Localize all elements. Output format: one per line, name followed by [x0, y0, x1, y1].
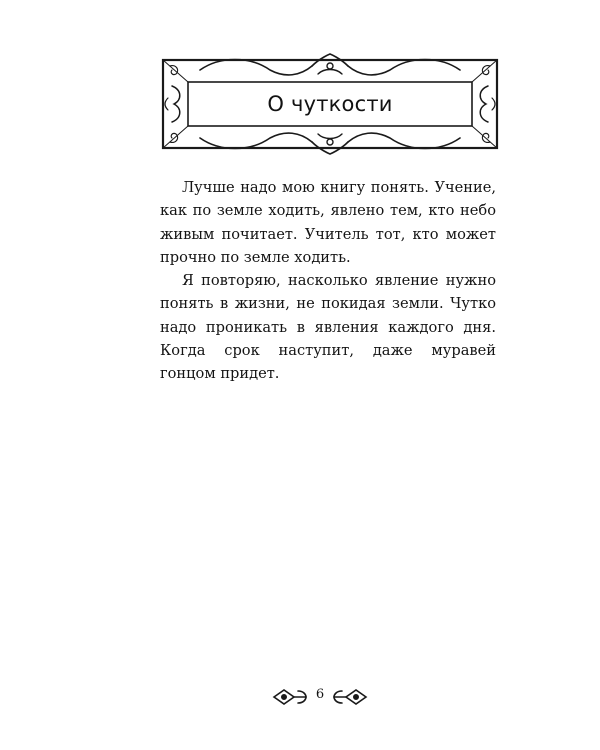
paragraph: Лучше надо мою книгу понять. Учение, как по земле ходить, явлено тем, кто небо живым почитает. Учитель тот, кто может прочно по земле ходить.	[160, 179, 496, 266]
paragraph: Я повторяю, насколько явление нужно понять в жизни, не покидая земли. Чутко надо проникать в явления каждого дня. Когда срок наступит, даже муравей гонцом придет.	[160, 272, 496, 383]
page-footer	[270, 684, 370, 710]
chapter-title-frame	[160, 48, 500, 160]
chapter-title: О чуткости	[267, 92, 393, 116]
chapter-body	[160, 176, 496, 386]
page-number: 6	[315, 687, 325, 702]
